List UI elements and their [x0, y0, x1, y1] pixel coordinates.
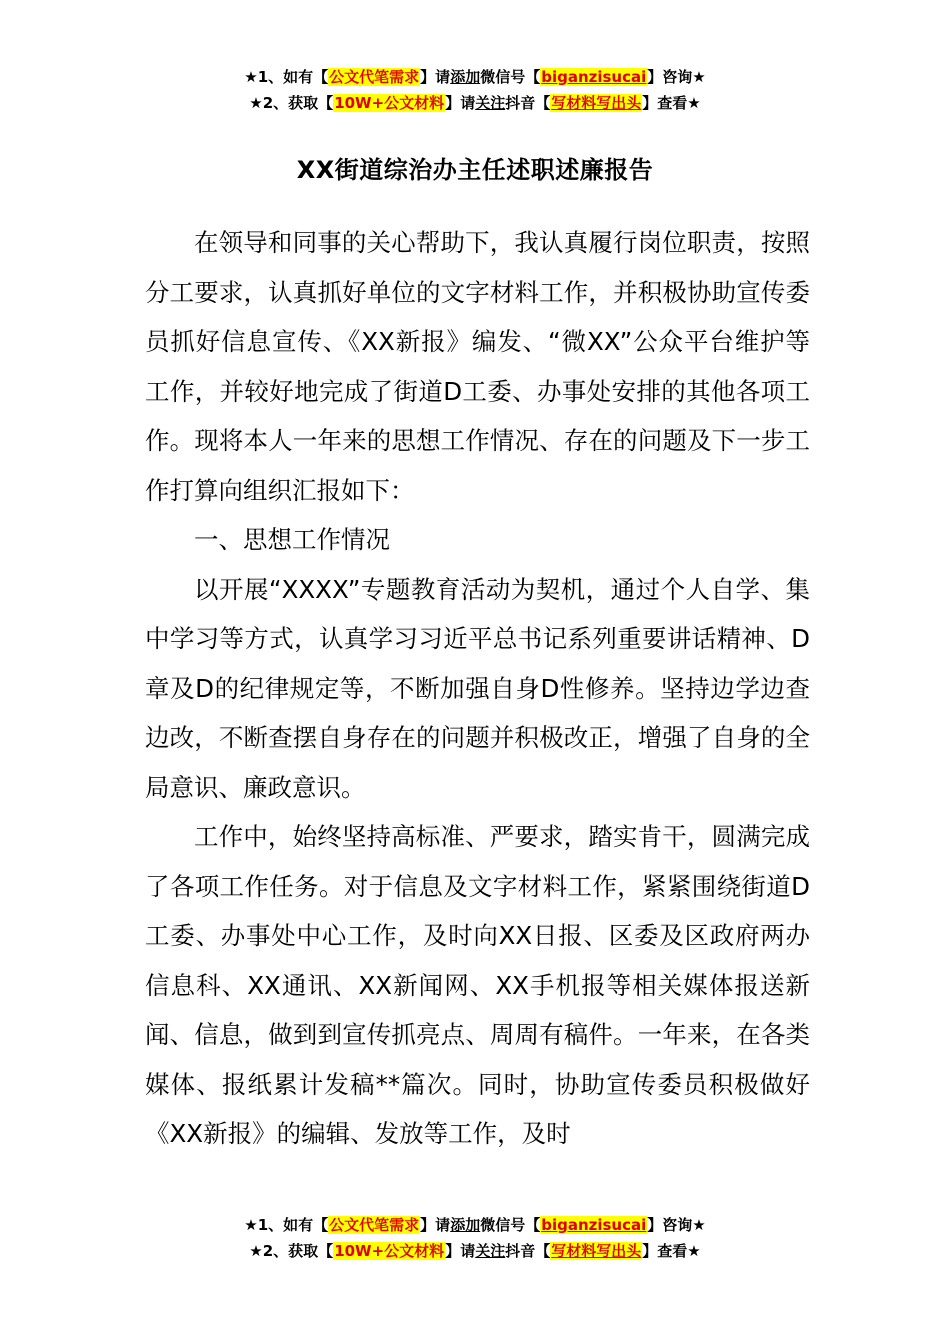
promo-text: 抖音【: [505, 1242, 551, 1260]
promo-wechat-id: biganzisucai: [541, 1216, 647, 1234]
promo-highlight: 公文代笔需求: [329, 68, 420, 86]
promo-emphasis: 添加: [450, 68, 481, 86]
promo-emphasis: 添加: [450, 1216, 481, 1234]
promo-text: 】咨询★: [647, 1216, 706, 1234]
promo-douyin-id: 写材料写出头: [551, 94, 642, 112]
promo-line-2: [0, 1238, 950, 1264]
promo-text: 】咨询★: [647, 68, 706, 86]
promo-text: 】请: [420, 1216, 451, 1234]
promo-line-1: [0, 64, 950, 90]
paragraph-thought: 以开展“XXXX”专题教育活动为契机，通过个人自学、集中学习等方式，认真学习习近平总书记系列重要讲话精神、D章及D的纪律规定等，不断加强自身D性修养。坚持边学边查边改，不断查摆自身存在的问题并积极改正，增强了自身的全局意识、廉政意识。: [145, 574, 810, 802]
document-title: XX街道综治办主任述职述廉报告: [296, 156, 654, 184]
promo-text: ★2、获取【: [249, 94, 334, 112]
document-body: [145, 218, 810, 1159]
promo-text: ★1、如有【: [244, 68, 329, 86]
promo-text: 微信号【: [480, 1216, 541, 1234]
promo-highlight: 公文代笔需求: [329, 1216, 420, 1234]
promo-banner-top: [0, 64, 950, 116]
paragraph-intro: 在领导和同事的关心帮助下，我认真履行岗位职责，按照分工要求，认真抓好单位的文字材料工作，并积极协助宣传委员抓好信息宣传、《XX新报》编发、“微XX”公众平台维护等工作，并较好地完成了街道D工委、办事处安排的其他各项工作。现将本人一年来的思想工作情况、存在的问题及下一步工作打算向组织汇报如下：: [145, 228, 810, 505]
promo-highlight: 10W+公文材料: [334, 1242, 445, 1260]
promo-douyin-id: 写材料写出头: [551, 1242, 642, 1260]
promo-emphasis: 关注: [475, 1242, 506, 1260]
promo-text: 】请: [445, 1242, 476, 1260]
promo-text: 】查看★: [642, 1242, 701, 1260]
promo-banner-bottom: [0, 1212, 950, 1264]
promo-highlight: 10W+公文材料: [334, 94, 445, 112]
promo-text: 】查看★: [642, 94, 701, 112]
promo-wechat-id: biganzisucai: [541, 68, 647, 86]
promo-text: 抖音【: [505, 94, 551, 112]
promo-text: ★2、获取【: [249, 1242, 334, 1260]
promo-line-2: [0, 90, 950, 116]
paragraph-work: 工作中，始终坚持高标准、严要求，踏实肯干，圆满完成了各项工作任务。对于信息及文字材料工作，紧紧围绕街道D工委、办事处中心工作，及时向XX日报、区委及区政府两办信息科、XX通讯、XX新闻网、XX手机报等相关媒体报送新闻、信息，做到到宣传抓亮点、周周有稿件。一年来，在各类媒体、报纸累计发稿**篇次。同时，协助宣传委员积极做好《XX新报》的编辑、发放等工作，及时: [145, 822, 810, 1148]
promo-emphasis: 关注: [475, 94, 506, 112]
promo-text: 】请: [420, 68, 451, 86]
promo-text: 】请: [445, 94, 476, 112]
section-heading: 一、思想工作情况: [194, 525, 390, 554]
promo-text: 微信号【: [480, 68, 541, 86]
promo-line-1: [0, 1212, 950, 1238]
promo-text: ★1、如有【: [244, 1216, 329, 1234]
